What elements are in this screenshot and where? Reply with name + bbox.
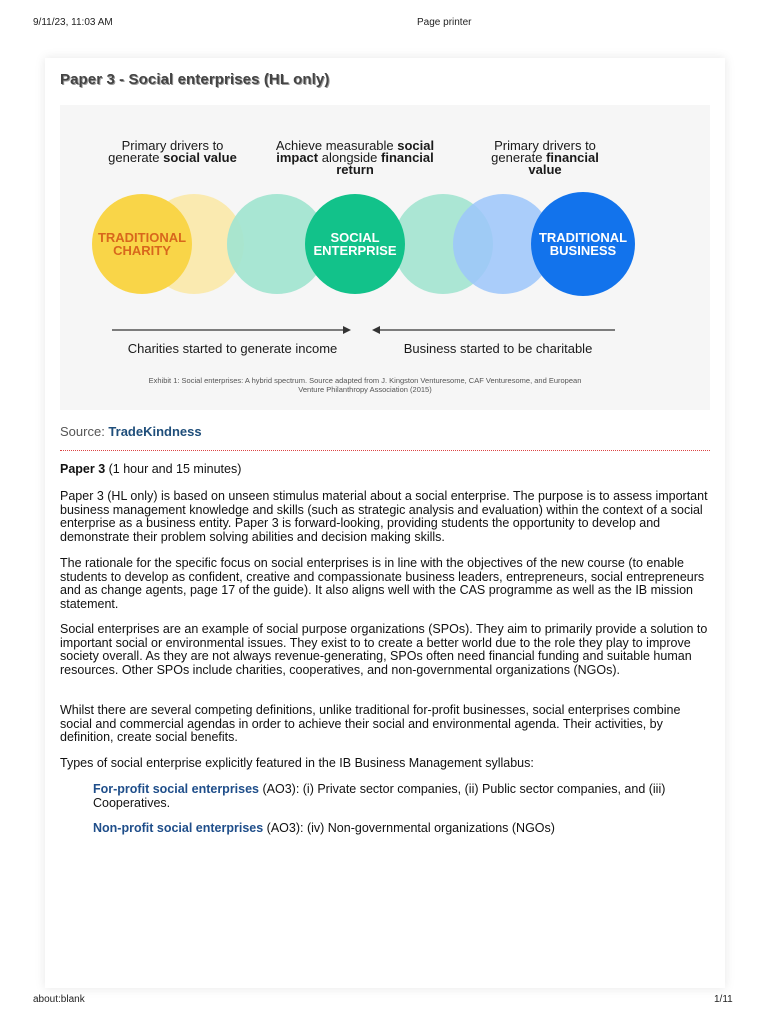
paragraph-5: Types of social enterprise explicitly featured in the IB Business Management syllabus: [60,756,534,770]
page-title: Paper 3 - Social enterprises (HL only) [60,71,330,88]
paragraph-3: Social enterprises are an example of social purpose organizations (SPOs). They aim to primarily provide a solution to important social or environmental issues. They exist to to create a better world due to the role they play to improve society overall. As they are not always revenue-generating, SPOs often need financial funding and suitable human resources. Other SPOs include charities, cooperatives, and non-governmental organizations (NGOs). [60,622,708,677]
business-charitable-label: Business started to be charitable [403,341,593,356]
print-page-number: 1/11 [714,994,733,1005]
driver-financial-line3: value [528,162,562,177]
source-line: Source: TradeKindness [60,424,202,439]
driver-social-line1: Primary drivers to [121,138,224,153]
paragraph-1: Paper 3 (HL only) is based on unseen stimulus material about a social enterprise. The purpose is to assess important business management knowledge and skills (such as strategic analysis and evaluation) within the context of a social enterprise as a business entity. Paper 3 is forward-looking, providing students the opportunity to develop and demonstrate their problem solving abilities and decision making skills. [60,489,708,544]
driver-social-line2: generate social value [108,150,237,165]
arrow-left-head [372,326,380,334]
business-label: TRADITIONAL BUSINESS [538,230,628,258]
list-item-for-profit: For-profit social enterprises (AO3): (i) Private sector companies, (ii) Public sector companies, and (iii) Cooperatives. [93,782,666,810]
arrow-right-head [343,326,351,334]
print-footer-url: about:blank [33,994,85,1005]
print-datetime: 9/11/23, 11:03 AM [33,17,113,28]
driver-financial-line1: Primary drivers to [494,138,596,153]
exhibit-caption: Exhibit 1: Social enterprises: A hybrid spectrum. Source adapted from J. Kingston Venturesome, CAF Venturesome, and European Venture Philanthropy Association (2015) [148,376,582,394]
impact-line3: return [336,162,374,177]
charities-income-label: Charities started to generate income [127,341,338,356]
paper-heading: Paper 3 (1 hour and 15 minutes) [60,462,242,476]
impact-line2: impact alongside financial [276,150,434,165]
paragraph-4: Whilst there are several competing definitions, unlike traditional for-profit businesses, social enterprises combine social and commercial agendas in order to achieve their social and environmental agenda. Their activities, by definition, create social benefits. [60,703,681,744]
driver-financial-line2: generate financial [491,150,599,165]
social-enterprise-diagram [60,105,710,410]
impact-line1: Achieve measurable social [275,138,435,153]
source-link[interactable]: TradeKindness [108,424,202,439]
charity-label: TRADITIONAL CHARITY [97,230,187,258]
print-header-title: Page printer [417,17,472,28]
divider [60,450,710,451]
paragraph-2: The rationale for the specific focus on social enterprises is in line with the objectives of the new course (to enable students to develop as confident, creative and compassionate business leaders, entrepreneurs, social entrepreneurs and as change agents, page 17 of the guide). It also aligns well with the CAS programme as well as the IB mission statement. [60,556,705,611]
list-item-non-profit: Non-profit social enterprises (AO3): (iv) Non-governmental organizations (NGOs) [93,821,555,835]
enterprise-label: SOCIAL ENTERPRISE [313,230,397,258]
